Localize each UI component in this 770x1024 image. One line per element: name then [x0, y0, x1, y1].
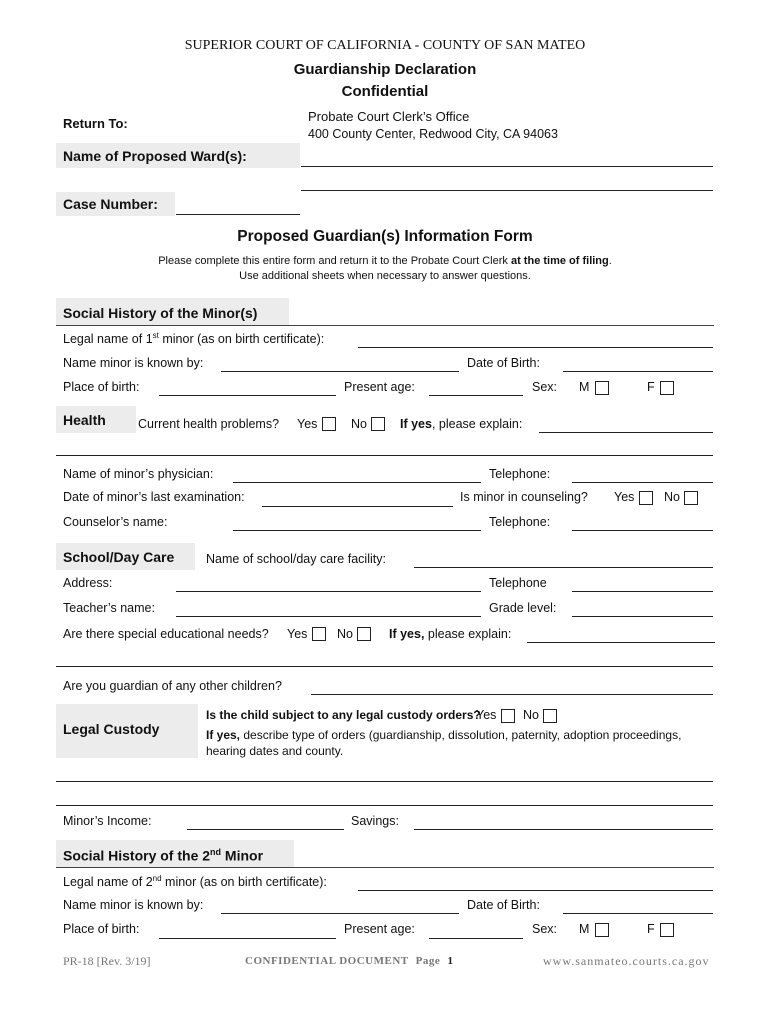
counseling-no-label: No [664, 490, 680, 504]
social2-heading-text-b: Minor [221, 847, 264, 864]
teacher-field[interactable] [176, 616, 481, 617]
health-yes-label: Yes [297, 417, 318, 431]
ward-label: Name of Proposed Ward(s): [63, 148, 247, 164]
savings-label: Savings: [351, 814, 399, 828]
known-by-field-2[interactable] [221, 913, 459, 914]
special-needs-no-label: No [337, 627, 353, 641]
custody-yes-label: Yes [476, 708, 497, 722]
counselor-phone-label: Telephone: [489, 515, 551, 529]
health-explain-text: , please explain: [431, 417, 523, 431]
female-checkbox-2[interactable] [660, 923, 674, 937]
custody-if-yes-text: If yes, [206, 728, 241, 742]
custody-heading: Legal Custody [63, 721, 160, 737]
female-checkbox-1[interactable] [660, 381, 674, 395]
present-age-field-1[interactable] [429, 395, 523, 396]
legal-name-text-1b: minor (as on birth certificate): [158, 332, 325, 347]
footer-confidential [245, 955, 454, 967]
known-by-label-1: Name minor is known by: [63, 356, 204, 370]
instructions-period: . [608, 255, 612, 267]
health-heading: Health [63, 412, 106, 428]
school-phone-label: Telephone [489, 576, 547, 590]
custody-question: Is the child subject to any legal custody orders? [206, 708, 481, 722]
grade-field[interactable] [572, 616, 713, 617]
custody-field-2[interactable] [56, 805, 713, 806]
male-checkbox-2[interactable] [595, 923, 609, 937]
sex-label-1: Sex: [532, 380, 558, 394]
grade-label: Grade level: [489, 601, 557, 615]
counseling-label: Is minor in counseling? [460, 490, 588, 504]
last-exam-label: Date of minor’s last examination: [63, 490, 245, 504]
physician-phone-field[interactable] [572, 482, 713, 483]
social2-heading-text-a: Social History of the 2 [63, 847, 211, 864]
footer-page-label: Page [415, 955, 441, 967]
teacher-label: Teacher’s name: [63, 601, 155, 615]
social1-heading: Social History of the Minor(s) [63, 305, 258, 321]
health-explain-field-2[interactable] [56, 455, 713, 456]
male-checkbox-1[interactable] [595, 381, 609, 395]
special-needs-if-yes-text: If yes, [389, 627, 425, 641]
special-needs-no-checkbox[interactable] [357, 627, 371, 641]
case-number-field[interactable] [176, 214, 300, 215]
counselor-label: Counselor’s name: [63, 515, 168, 529]
facility-label: Name of school/day care facility: [206, 552, 386, 566]
special-needs-label: Are there special educational needs? [63, 627, 269, 641]
clerk-office: Probate Court Clerk’s Office [308, 109, 470, 124]
female-label-2: F [647, 922, 655, 936]
school-heading: School/Day Care [63, 549, 175, 565]
legal-name-field-1[interactable] [358, 347, 713, 348]
health-explain-field[interactable] [539, 432, 713, 433]
special-needs-explain-field-2[interactable] [56, 666, 713, 667]
present-age-label-1: Present age: [344, 380, 415, 394]
info-form-title: Proposed Guardian(s) Information Form [237, 228, 533, 245]
court-name: SUPERIOR COURT OF CALIFORNIA - COUNTY OF SAN MATEO [184, 38, 586, 53]
dob-field-1[interactable] [563, 371, 713, 372]
other-children-field[interactable] [311, 694, 713, 695]
social2-rule [56, 867, 714, 868]
return-to-label: Return To: [63, 116, 128, 131]
birthplace-field-2[interactable] [159, 938, 336, 939]
instructions-line-2: Use additional sheets when necessary to answer questions. [239, 270, 531, 282]
custody-describe-text: describe type of orders (guardianship, dissolution, paternity, adoption proceedings, [240, 728, 682, 742]
instructions-text: Please complete this entire form and return it to the Probate Court Clerk [158, 255, 511, 267]
social2-heading [63, 847, 263, 864]
school-address-label: Address: [63, 576, 113, 590]
dob-label-2: Date of Birth: [467, 898, 540, 912]
birthplace-label-2: Place of birth: [63, 922, 140, 936]
form-title-2: Confidential [341, 83, 429, 100]
birthplace-field-1[interactable] [159, 395, 336, 396]
health-problems-label: Current health problems? [138, 417, 280, 431]
male-label-2: M [579, 922, 590, 936]
custody-no-label: No [523, 708, 539, 722]
ward-name-field-2[interactable] [301, 190, 713, 191]
custody-yes-checkbox[interactable] [501, 709, 515, 723]
legal-name-label-2 [63, 874, 327, 889]
health-yes-checkbox[interactable] [322, 417, 336, 431]
footer-confidential-text: CONFIDENTIAL DOCUMENT [245, 955, 409, 967]
counselor-field[interactable] [233, 530, 481, 531]
case-number-label: Case Number: [63, 196, 158, 212]
counseling-yes-label: Yes [614, 490, 635, 504]
legal-name-text-1a: Legal name of 1 [63, 332, 153, 347]
legal-name-sup-1: st [152, 331, 159, 340]
health-if-yes-label [400, 417, 522, 431]
last-exam-field[interactable] [262, 506, 453, 507]
special-needs-if-yes [389, 627, 511, 641]
footer-page-number: 1 [447, 955, 454, 967]
custody-describe-1 [206, 728, 681, 742]
physician-label: Name of minor’s physician: [63, 467, 214, 481]
ward-name-field-1[interactable] [301, 166, 713, 167]
legal-name-field-2[interactable] [358, 890, 713, 891]
dob-field-2[interactable] [563, 913, 713, 914]
known-by-label-2: Name minor is known by: [63, 898, 204, 912]
income-field[interactable] [187, 829, 344, 830]
custody-describe-2: hearing dates and county. [206, 744, 344, 758]
school-address-field[interactable] [176, 591, 481, 592]
legal-name-label-1 [63, 331, 324, 346]
social1-rule [56, 325, 714, 326]
counselor-phone-field[interactable] [572, 530, 713, 531]
footer-website[interactable]: www.sanmateo.courts.ca.gov [543, 954, 710, 968]
savings-field[interactable] [414, 829, 713, 830]
custody-no-checkbox[interactable] [543, 709, 557, 723]
known-by-field-1[interactable] [221, 371, 459, 372]
physician-phone-label: Telephone: [489, 467, 551, 481]
special-needs-explain-field[interactable] [527, 642, 715, 643]
facility-field[interactable] [414, 567, 713, 568]
form-title-1: Guardianship Declaration [293, 61, 477, 78]
health-if-yes-text: If yes [400, 417, 432, 431]
special-needs-explain-text: please explain: [424, 627, 512, 641]
birthplace-label-1: Place of birth: [63, 380, 140, 394]
sex-label-2: Sex: [532, 922, 558, 936]
present-age-label-2: Present age: [344, 922, 415, 936]
school-phone-field[interactable] [572, 591, 713, 592]
counseling-yes-checkbox[interactable] [639, 491, 653, 505]
legal-name-text-2a: Legal name of 2 [63, 875, 153, 890]
custody-field-1[interactable] [56, 781, 713, 782]
clerk-address: 400 County Center, Redwood City, CA 94063 [308, 127, 558, 141]
health-no-label: No [351, 417, 367, 431]
special-needs-yes-label: Yes [287, 627, 308, 641]
social2-heading-sup: nd [210, 847, 222, 857]
physician-field[interactable] [233, 482, 481, 483]
legal-name-sup-2: nd [152, 874, 162, 883]
income-label: Minor’s Income: [63, 814, 152, 828]
dob-label-1: Date of Birth: [467, 356, 540, 370]
counseling-no-checkbox[interactable] [684, 491, 698, 505]
female-label-1: F [647, 380, 655, 394]
special-needs-yes-checkbox[interactable] [312, 627, 326, 641]
health-no-checkbox[interactable] [371, 417, 385, 431]
instructions-line-1 [0, 255, 770, 267]
instructions-emphasis: at the time of filing [510, 255, 609, 267]
footer-form-id: PR-18 [Rev. 3/19] [63, 954, 151, 968]
present-age-field-2[interactable] [429, 938, 523, 939]
other-children-label: Are you guardian of any other children? [63, 679, 282, 693]
male-label-1: M [579, 380, 590, 394]
legal-name-text-2b: minor (as on birth certificate): [161, 875, 327, 890]
